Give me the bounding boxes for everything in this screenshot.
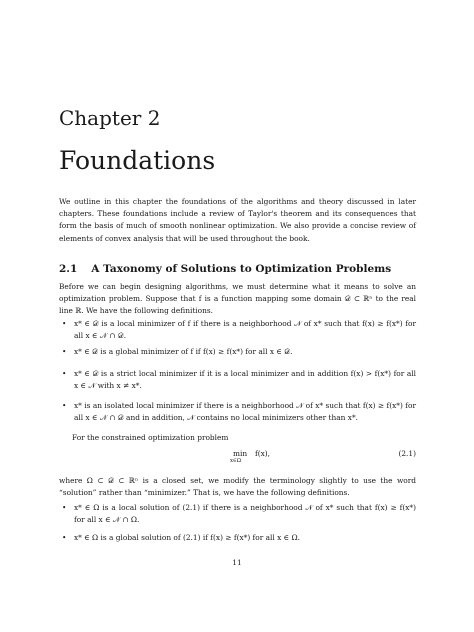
paragraph-constrained-problem: For the constrained optimization problem [72, 433, 229, 442]
paragraph-solution-terminology: where Ω ⊂ 𝒟 ⊂ ℝⁿ is a closed set, we modify the terminology slightly to use the word “solution” rather than “minimizer.” That is, we have the following definitions. [59, 476, 416, 498]
equation-expression: f(x), [255, 449, 271, 458]
equation-2-1 [59, 449, 416, 473]
section-title: A Taxonomy of Solutions to Optimization Problems [91, 263, 392, 275]
definition-local-minimizer: x* ∈ 𝒟 is a local minimizer of f if there is a neighborhood 𝒩 of x* such that f(x) ≥ f(x*) for all x ∈ 𝒩 ∩ 𝒟. [74, 319, 416, 341]
definition-strict-local-minimizer: x* ∈ 𝒟 is a strict local minimizer if it is a local minimizer and in addition f(x) > f(x*) for all x ∈ 𝒩 with x ≠ x*. [74, 369, 416, 391]
bullet-icon: • [62, 503, 67, 512]
intro-paragraph: We outline in this chapter the foundations of the algorithms and theory discussed in later chapters. These foundations include a review of Taylor's theorem and its consequences that form the basis of much of smooth nonlinear optimization. We also provide a concise review of elements of convex analysis that will be used throughout the book. [59, 197, 416, 243]
definition-isolated-local-minimizer: x* is an isolated local minimizer if there is a neighborhood 𝒩 of x* such that f(x) ≥ f(x*) for all x ∈ 𝒩 ∩ 𝒟 and in addition, 𝒩 contains no local minimizers other than x*. [74, 401, 416, 423]
section-number: 2.1 [59, 263, 78, 275]
chapter-title: Foundations [59, 146, 216, 175]
chapter-label: Chapter 2 [59, 106, 161, 130]
bullet-icon: • [62, 369, 67, 378]
section-heading [59, 263, 391, 275]
page-number: 11 [232, 558, 242, 567]
definition-local-solution: x* ∈ Ω is a local solution of (2.1) if there is a neighborhood 𝒩 of x* such that f(x) ≥ f(x*) for all x ∈ 𝒩 ∩ Ω. [74, 503, 416, 525]
bullet-icon: • [62, 347, 67, 356]
paragraph-definitions-intro: Before we can begin designing algorithms, we must determine what it means to solve an optimization problem. Suppose that f is a function mapping some domain 𝒟 ⊂ ℝⁿ to the real line ℝ. We have the following definitions. [59, 282, 416, 316]
definition-global-minimizer: x* ∈ 𝒟 is a global minimizer of f if f(x) ≥ f(x*) for all x ∈ 𝒟. [74, 347, 293, 356]
bullet-icon: • [62, 319, 67, 328]
equation-operator: min [233, 449, 248, 458]
equation-number: (2.1) [398, 449, 416, 458]
bullet-icon: • [62, 401, 67, 410]
bullet-icon: • [62, 533, 67, 542]
equation-subscript: x∈Ω [230, 458, 242, 464]
definition-global-solution: x* ∈ Ω is a global solution of (2.1) if f(x) ≥ f(x*) for all x ∈ Ω. [74, 533, 300, 542]
